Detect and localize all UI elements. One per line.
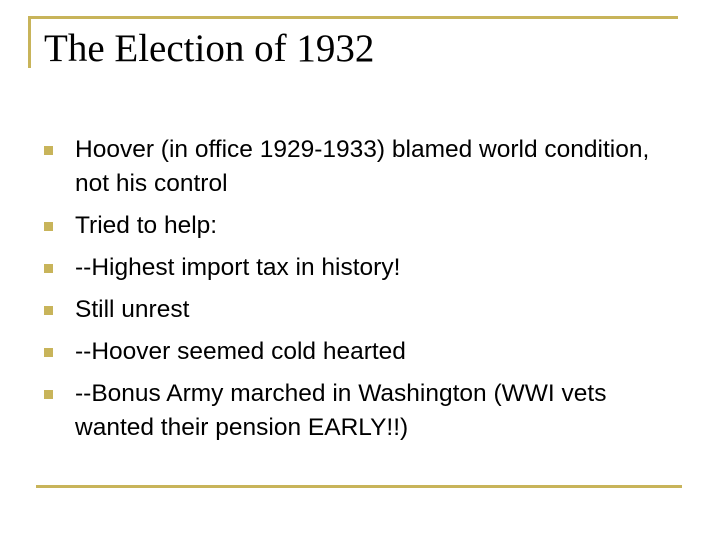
- bottom-border-line: [36, 485, 682, 488]
- bullet-text: Still unrest: [75, 296, 190, 323]
- square-bullet-icon: [44, 264, 53, 273]
- bullet-text: Tried to help:: [75, 212, 218, 239]
- square-bullet-icon: [44, 146, 53, 155]
- bullet-item: [44, 335, 664, 369]
- top-border-line: [28, 16, 678, 19]
- bullet-text: Hoover (in office 1929-1933) blamed world condition, not his control: [75, 136, 650, 197]
- bullet-text: --Highest import tax in history!: [75, 254, 401, 281]
- bullet-item: [44, 293, 664, 327]
- square-bullet-icon: [44, 222, 53, 231]
- bullet-list: [44, 133, 664, 453]
- bullet-text: --Hoover seemed cold hearted: [75, 338, 406, 365]
- bullet-text: --Bonus Army marched in Washington (WWI vets wanted their pension EARLY!!): [75, 380, 607, 441]
- square-bullet-icon: [44, 306, 53, 315]
- slide-title: The Election of 1932: [44, 27, 375, 70]
- left-border-line: [28, 16, 31, 68]
- bullet-item: [44, 209, 664, 243]
- bullet-item: [44, 377, 664, 445]
- bullet-item: [44, 251, 664, 285]
- bullet-item: [44, 133, 664, 201]
- square-bullet-icon: [44, 348, 53, 357]
- square-bullet-icon: [44, 390, 53, 399]
